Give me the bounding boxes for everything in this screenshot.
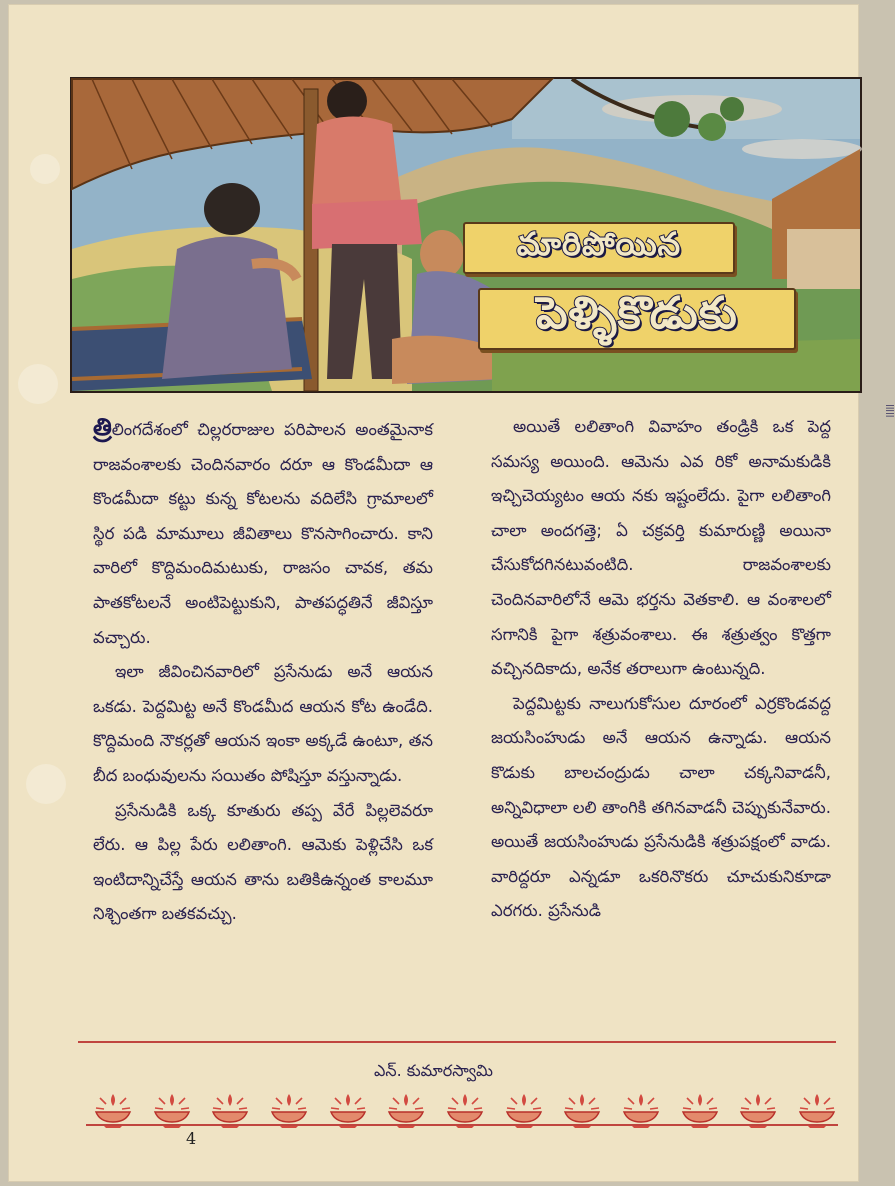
paragraph — [491, 410, 831, 687]
page — [8, 4, 895, 1182]
paragraph-text: అయితే లలితాంగి వివాహం తండ్రికి ఒక పెద్ద సమస్య అయింది. ఆమెను ఎవ రికో అనామకుడికి ఇచ్చిచెయ్యటం ఆయ నకు ఇష్టంలేదు. పైగా లలితాంగి చాలా అందగత్తె; ఏ చక్రవర్తి కుమారుణ్ణి అయినా చేసుకోదగినటువంటిది. రాజవంశాలకు చెందినవారిలోనే ఆమె భర్తను వెతకాలి. ఆ వంశాలలో సగానికి పైగా శత్రువంశాలు. ఈ శత్రుత్వం కొత్తగా వచ్చినదికాదు, అనేక తరాలుగా ఉంటున్నది. — [491, 417, 831, 679]
paper-stain — [30, 154, 60, 184]
drop-cap: త్రి — [93, 413, 112, 441]
title-board-bottom — [478, 288, 796, 350]
author-credit: ఎన్. కుమారస్వామి — [374, 1061, 493, 1080]
story-title-line2: పెళ్ళికొడుకు — [536, 288, 738, 339]
artist-signature-mark: ||||| — [886, 404, 895, 418]
paper-stain — [26, 764, 66, 804]
column-right — [491, 410, 831, 929]
paper-stain — [18, 364, 58, 404]
story-title-line1: మారిపోయిన — [516, 225, 682, 263]
paragraph-text: ఇలా జీవించినవారిలో ప్రసేనుడు అనే ఆయన ఒకడు. పెద్దమిట్ట అనే కొండమీద ఆయన కోట ఉండేది. కొద్దిమంది నౌకర్లతో ఆయన ఇంకా అక్కడే ఉంటూ, తన బీద బంధువులను సయితం పోషిస్తూ వస్తున్నాడు. — [93, 662, 433, 785]
paragraph — [93, 410, 433, 655]
paragraph-text: లింగదేశంలో చిల్లరరాజుల పరిపాలన అంతమైనాక రాజవంశాలకు చెందినవారం దరూ ఆ కొండమీదా ఆ కొండమీదా కట్టు కున్న కోటలను వదిలేసి గ్రామాలలో స్థిర పడి మామూలు జీవితాలు కొనసాగించారు. కాని వారిలో కొద్దిమందిమటుకు, రాజసం చావక, తమ పాతకోటలనే అంటిపెట్టుకుని, పాతపద్ధతినే జీవిస్తూ వచ్చారు. — [93, 420, 433, 647]
paragraph-text: ప్రసేనుడికి ఒక్క కూతురు తప్ప వేరే పిల్లలెవరూ లేరు. ఆ పిల్ల పేరు లలితాంగి. ఆమెకు పెళ్లిచేసి ఒక ఇంటిదాన్నిచేస్తే ఆయన తాను బతికిఉన్నంత కాలమూ నిశ్చింతగా బతకవచ్చు. — [93, 800, 433, 924]
divider-rule — [86, 1124, 838, 1126]
column-left — [93, 410, 433, 932]
page-number: 4 — [186, 1129, 197, 1148]
title-board-top — [463, 222, 735, 274]
paragraph-text: పెద్దమిట్టకు నాలుగుకోసుల దూరంలో ఎర్రకొండవద్ద జయసింహుడు అనే ఆయన ఉన్నాడు. ఆయన కొడుకు బాలచంద్రుడు చాలా చక్కనివాడనీ, అన్నివిధాలా లలి తాంగికి తగినవాడనీ చెప్పుకునేవారు. అయితే జయసింహుడు ప్రసేనుడికి శత్రుపక్షంలో వాడు. వారిద్దరూ ఎన్నడూ ఒకరినొకరు చూచుకునికూడా ఎరగరు. ప్రసేనుడి — [491, 693, 832, 921]
paragraph — [491, 687, 831, 929]
paragraph — [93, 655, 433, 793]
paragraph — [93, 794, 433, 932]
divider-rule — [78, 1041, 836, 1043]
